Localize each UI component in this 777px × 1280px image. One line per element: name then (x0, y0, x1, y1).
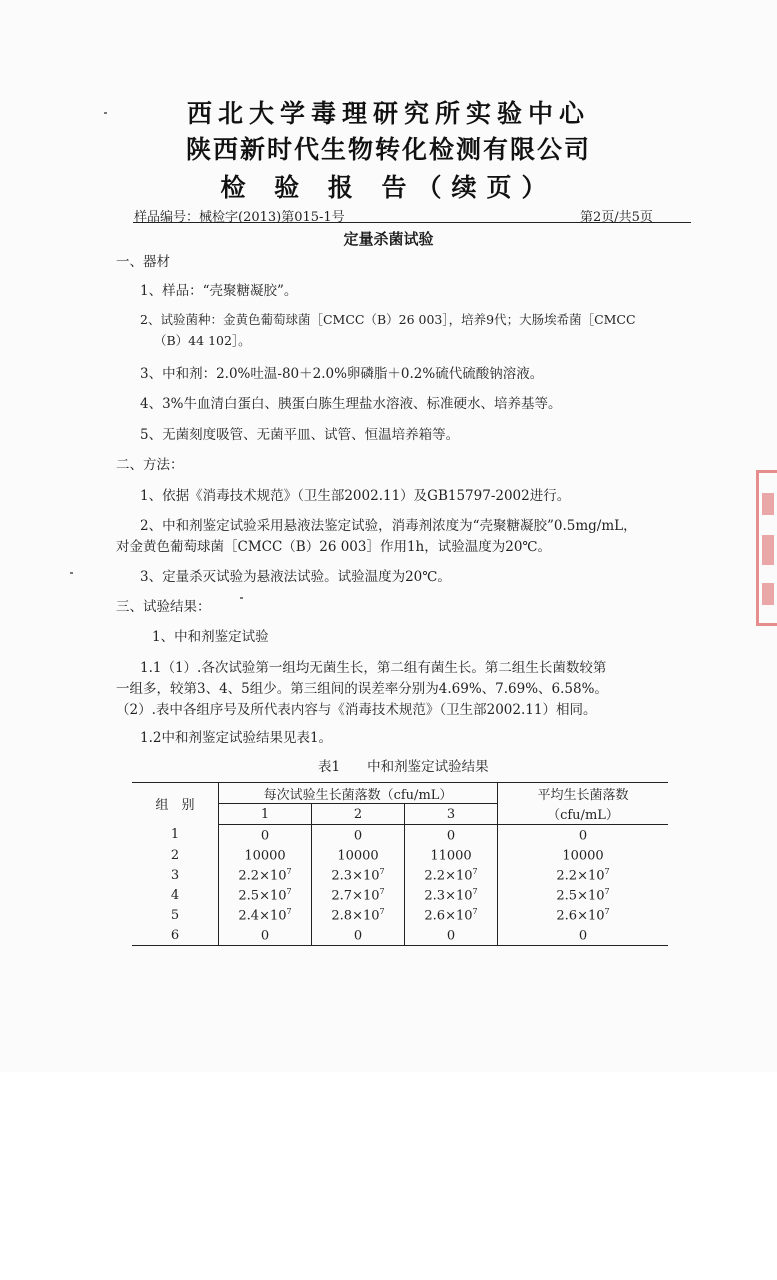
cell-value: $2.2\times 10^7$ (219, 865, 312, 885)
cell-value: 0 (219, 825, 312, 846)
table-row (132, 905, 668, 925)
cell-value: $2.5\times 10^7$ (219, 885, 312, 905)
result-neutralizer-heading: 1、中和剂鉴定试验 (152, 629, 269, 645)
org-title-1: 西北大学毒理研究所实验中心 (186, 99, 590, 128)
sub-col-2: 2 (312, 804, 405, 825)
method-neutralizer-line2: 对金黄色葡萄球菌［CMCC（B）26 003］作用1h，试验温度为20℃。 (116, 539, 552, 555)
cell-value: $2.3\times 10^7$ (405, 885, 498, 905)
col-group-header: 组 别 (132, 783, 219, 825)
sub-col-1: 1 (219, 804, 312, 825)
cell-average: $2.5\times 10^7$ (556, 886, 610, 904)
cell-value: $2.8\times 10^7$ (312, 905, 405, 925)
cell-value: $2.4\times 10^7$ (219, 905, 312, 925)
item-apparatus: 5、无菌刻度吸管、无菌平皿、试管、恒温培养箱等。 (140, 427, 460, 443)
scan-speck (70, 572, 73, 574)
results-table (132, 782, 668, 946)
col-avg-header: 平均生长菌落数 (498, 783, 669, 804)
result-table-ref: 1.2中和剂鉴定试验结果见表1。 (140, 730, 333, 746)
cell-average: $2.2\times 10^7$ (556, 866, 610, 884)
cell-group: 4 (132, 885, 219, 905)
result-para-line1: 1.1（1）.各次试验第一组均无菌生长，第二组有菌生长。第二组生长菌数较第 (140, 660, 607, 676)
section-title: 定量杀菌试验 (343, 230, 434, 248)
cell-average: $2.6\times 10^7$ (556, 906, 610, 924)
result-para-line3: （2）.表中各组序号及所代表内容与《消毒技术规范》（卫生部2002.11）相同。 (116, 702, 597, 718)
cell-average: 10000 (562, 848, 604, 864)
cell-value: $2.6\times 10^7$ (405, 905, 498, 925)
cell-value: 0 (312, 925, 405, 946)
sub-col-3: 3 (405, 804, 498, 825)
heading-equipment: 一、器材 (116, 254, 170, 270)
seal-stamp-edge (756, 470, 777, 626)
cell-group: 3 (132, 865, 219, 885)
table-caption: 表1 中和剂鉴定试验结果 (318, 759, 489, 775)
cell-average: 0 (578, 828, 588, 844)
cell-value: $2.7\times 10^7$ (312, 885, 405, 905)
cell-value: 10000 (219, 845, 312, 865)
cell-value: 11000 (405, 845, 498, 865)
cell-average: 0 (498, 925, 669, 946)
scan-speck (104, 112, 107, 114)
item-sample: 1、样品：“壳聚糖凝胶”。 (140, 283, 298, 299)
cell-value: 10000 (312, 845, 405, 865)
page-number: 第2页/共5页 (580, 210, 653, 225)
method-neutralizer-line1: 2、中和剂鉴定试验采用悬液法鉴定试验，消毒剂浓度为“壳聚糖凝胶”0.5mg/mL， (140, 518, 637, 534)
table-row (132, 825, 668, 846)
cell-value: $2.2\times 10^7$ (405, 865, 498, 885)
cell-group: 6 (132, 925, 219, 946)
sample-number: 样品编号：械检字(2013)第015-1号 (134, 210, 345, 225)
col-avg-unit: （cfu/mL） (498, 804, 669, 825)
item-strains-line1: 2、试验菌种：金黄色葡萄球菌［CMCC（B）26 003］，培养9代；大肠埃希菌［CMCC (140, 312, 636, 327)
org-title-2: 陕西新时代生物转化检测有限公司 (185, 135, 591, 164)
heading-method: 二、方法： (116, 457, 184, 473)
heading-results: 三、试验结果： (116, 599, 211, 615)
item-reagents: 4、3%牛血清白蛋白、胰蛋白胨生理盐水溶液、标准硬水、培养基等。 (140, 396, 562, 412)
cell-value: 0 (219, 925, 312, 946)
cell-group: 1 (132, 825, 219, 846)
header-rule (133, 222, 691, 223)
method-quantitative: 3、定量杀灭试验为悬液法试验。试验温度为20℃。 (140, 569, 451, 585)
cell-group: 5 (132, 905, 219, 925)
report-title: 检 验 报 告（续页） (220, 173, 557, 202)
table-row (132, 925, 668, 946)
table-row (132, 885, 668, 905)
cell-value: $2.3\times 10^7$ (312, 865, 405, 885)
cell-value: 0 (405, 925, 498, 946)
item-neutralizer: 3、中和剂：2.0%吐温-80＋2.0%卵磷脂＋0.2%硫代硫酸钠溶液。 (140, 366, 544, 382)
table-row (132, 845, 668, 865)
table-row (132, 865, 668, 885)
method-basis: 1、依据《消毒技术规范》（卫生部2002.11）及GB15797-2002进行。 (140, 488, 571, 504)
cell-group: 2 (132, 845, 219, 865)
cell-value: 0 (405, 825, 498, 846)
scan-speck (240, 597, 243, 599)
item-strains-line2: （B）44 102］。 (154, 333, 251, 348)
result-para-line2: 一组多，较第3、4、5组少。第三组间的误差率分别为4.69%、7.69%、6.58%。 (116, 681, 608, 697)
cell-value: 0 (312, 825, 405, 846)
col-each-header: 每次试验生长菌落数（cfu/mL） (219, 783, 498, 804)
